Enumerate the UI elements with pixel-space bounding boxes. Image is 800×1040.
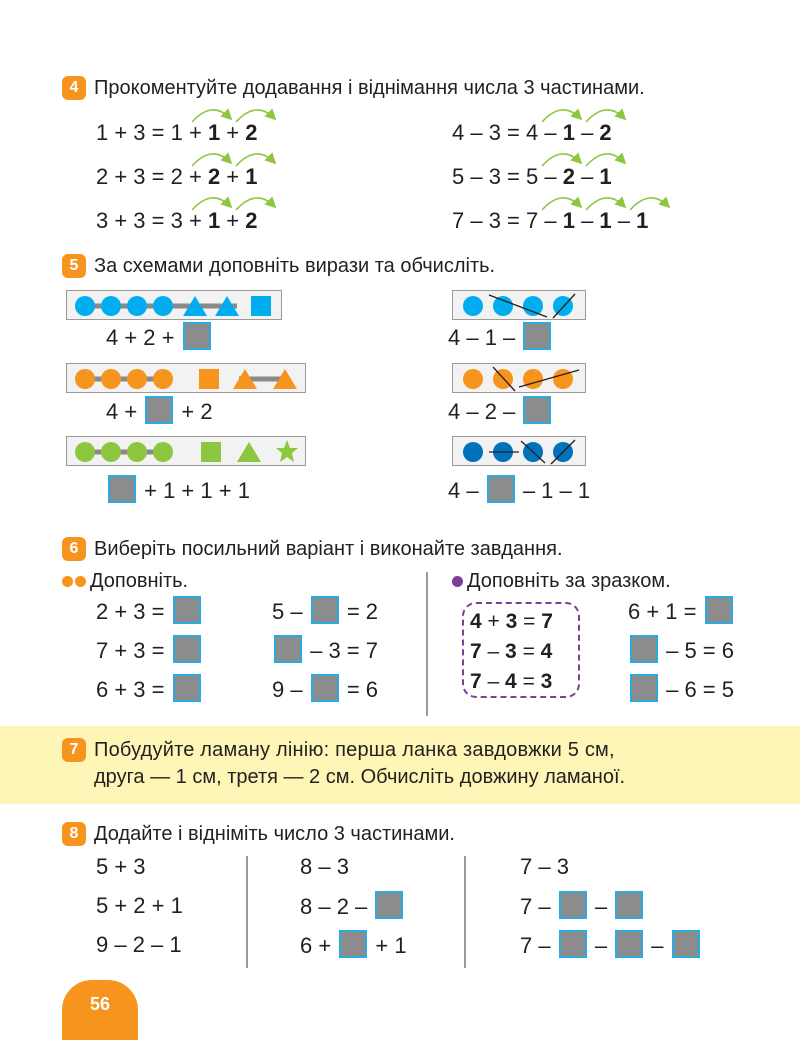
circle-icon — [127, 296, 147, 316]
level-two-dots-heading: Доповніть. — [62, 570, 188, 593]
scheme-orange-shapes — [66, 363, 306, 393]
dot-icon — [62, 576, 73, 587]
expression: 9 – 2 – 1 — [96, 932, 182, 957]
scheme-orange-crossed — [452, 363, 586, 393]
circle-icon — [153, 442, 173, 462]
expression: 2 + 3 = — [96, 598, 203, 626]
expression: 6 + + 1 — [300, 932, 407, 960]
page-number: 56 — [89, 994, 111, 1014]
answer-box[interactable] — [339, 930, 367, 958]
circle-icon — [463, 296, 483, 316]
task-7-line-1: Побудуйте ламану лінію: перша ланка завдовжки 5 см, — [94, 738, 615, 761]
equation: 5 – 3 = 5 – 2 – 1 — [452, 164, 612, 189]
equation: 3 + 3 = 3 + 1 + 2 — [96, 208, 258, 233]
answer-box[interactable] — [274, 635, 302, 663]
expression: 6 + 1 = — [628, 598, 735, 626]
answer-box[interactable] — [375, 891, 403, 919]
circle-icon — [463, 442, 483, 462]
answer-box[interactable] — [559, 930, 587, 958]
expression: 5 + 3 — [96, 854, 146, 879]
answer-box[interactable] — [183, 322, 211, 350]
answer-box[interactable] — [311, 674, 339, 702]
expression: 8 – 3 — [300, 854, 349, 879]
expression: 4 + + 2 — [106, 398, 213, 426]
circle-icon — [75, 369, 95, 389]
task-number-badge: 7 — [62, 738, 86, 762]
expression: – 6 = 5 — [628, 676, 734, 704]
expression: 6 + 3 = — [96, 676, 203, 704]
answer-box[interactable] — [672, 930, 700, 958]
answer-box[interactable] — [108, 475, 136, 503]
answer-box[interactable] — [173, 596, 201, 624]
star-icon — [276, 440, 298, 462]
task-7-line-2: друга — 1 см, третя — 2 см. Обчисліть довжину ламаної. — [94, 766, 626, 788]
circle-icon — [75, 296, 95, 316]
scheme-blue-crossed — [452, 290, 586, 320]
scheme-blue-shapes — [66, 290, 282, 320]
sample-equation: 7 – 4 = 3 — [470, 670, 553, 693]
circle-icon — [493, 296, 513, 316]
dot-icon — [75, 576, 86, 587]
task-number-badge: 5 — [62, 254, 86, 278]
answer-box[interactable] — [523, 396, 551, 424]
circle-icon — [463, 369, 483, 389]
circle-icon — [523, 296, 543, 316]
circle-icon — [75, 442, 95, 462]
circle-icon — [523, 369, 543, 389]
square-icon — [201, 442, 221, 462]
page-number-tab — [62, 980, 138, 1040]
expression: – 3 = 7 — [272, 637, 378, 665]
task-8-heading — [62, 822, 455, 846]
expression: 7 + 3 = — [96, 637, 203, 665]
equation: 2 + 3 = 2 + 2 + 1 — [96, 164, 258, 189]
task-number-badge: 8 — [62, 822, 86, 846]
answer-box[interactable] — [173, 635, 201, 663]
answer-box[interactable] — [630, 635, 658, 663]
expression: + 1 + 1 + 1 — [106, 477, 250, 505]
sample-box — [462, 602, 580, 698]
answer-box[interactable] — [173, 674, 201, 702]
answer-box[interactable] — [145, 396, 173, 424]
dot-icon — [452, 576, 463, 587]
scheme-darkblue-crossed — [452, 436, 586, 466]
circle-icon — [153, 296, 173, 316]
level-one-dot-heading: Доповніть за зразком. — [452, 570, 671, 593]
answer-box[interactable] — [523, 322, 551, 350]
task-7-line-2-row — [94, 766, 625, 789]
expression: 9 – = 6 — [272, 676, 378, 704]
expression: 4 – – 1 – 1 — [448, 477, 590, 505]
expression: 5 – = 2 — [272, 598, 378, 626]
expression: 4 + 2 + — [106, 324, 213, 352]
expression: 4 – 1 – — [448, 324, 553, 352]
task-4-text: Прокоментуйте додавання і віднімання числа 3 частинами. — [94, 76, 645, 99]
square-icon — [199, 369, 219, 389]
answer-box[interactable] — [487, 475, 515, 503]
answer-box[interactable] — [311, 596, 339, 624]
expression: 4 – 2 – — [448, 398, 553, 426]
task-5-heading — [62, 254, 495, 278]
answer-box[interactable] — [559, 891, 587, 919]
task-6-heading — [62, 537, 563, 561]
square-icon — [251, 296, 271, 316]
expression: 8 – 2 – — [300, 893, 405, 921]
answer-box[interactable] — [705, 596, 733, 624]
answer-box[interactable] — [615, 891, 643, 919]
expression: 7 – 3 — [520, 854, 569, 879]
task-5-text: За схемами доповніть вирази та обчисліть. — [94, 254, 496, 277]
expression: 7 – – — [520, 893, 645, 921]
circle-icon — [153, 369, 173, 389]
circle-icon — [101, 296, 121, 316]
column-divider — [246, 856, 248, 968]
circle-icon — [127, 442, 147, 462]
equation: 4 – 3 = 4 – 1 – 2 — [452, 120, 612, 145]
task-number-badge: 6 — [62, 537, 86, 561]
expression: 5 + 2 + 1 — [96, 893, 183, 918]
expression: – 5 = 6 — [628, 637, 734, 665]
expression: 7 – – – — [520, 932, 702, 960]
sample-equation: 4 + 3 = 7 — [470, 610, 553, 633]
equation: 7 – 3 = 7 – 1 – 1 – 1 — [452, 208, 649, 233]
equation: 1 + 3 = 1 + 1 + 2 — [96, 120, 258, 145]
answer-box[interactable] — [630, 674, 658, 702]
task-6-text: Виберіть посильний варіант і виконайте завдання. — [94, 537, 563, 560]
triangle-icon — [237, 442, 261, 462]
answer-box[interactable] — [615, 930, 643, 958]
sample-equation: 7 – 3 = 4 — [470, 640, 553, 663]
task-8-text: Додайте і відніміть число 3 частинами. — [94, 822, 455, 845]
circle-icon — [127, 369, 147, 389]
circle-icon — [101, 442, 121, 462]
column-divider — [464, 856, 466, 968]
circle-icon — [101, 369, 121, 389]
scheme-green-shapes — [66, 436, 306, 466]
column-divider — [426, 572, 428, 716]
task-number-badge: 4 — [62, 76, 86, 100]
task-7-heading — [62, 738, 615, 762]
